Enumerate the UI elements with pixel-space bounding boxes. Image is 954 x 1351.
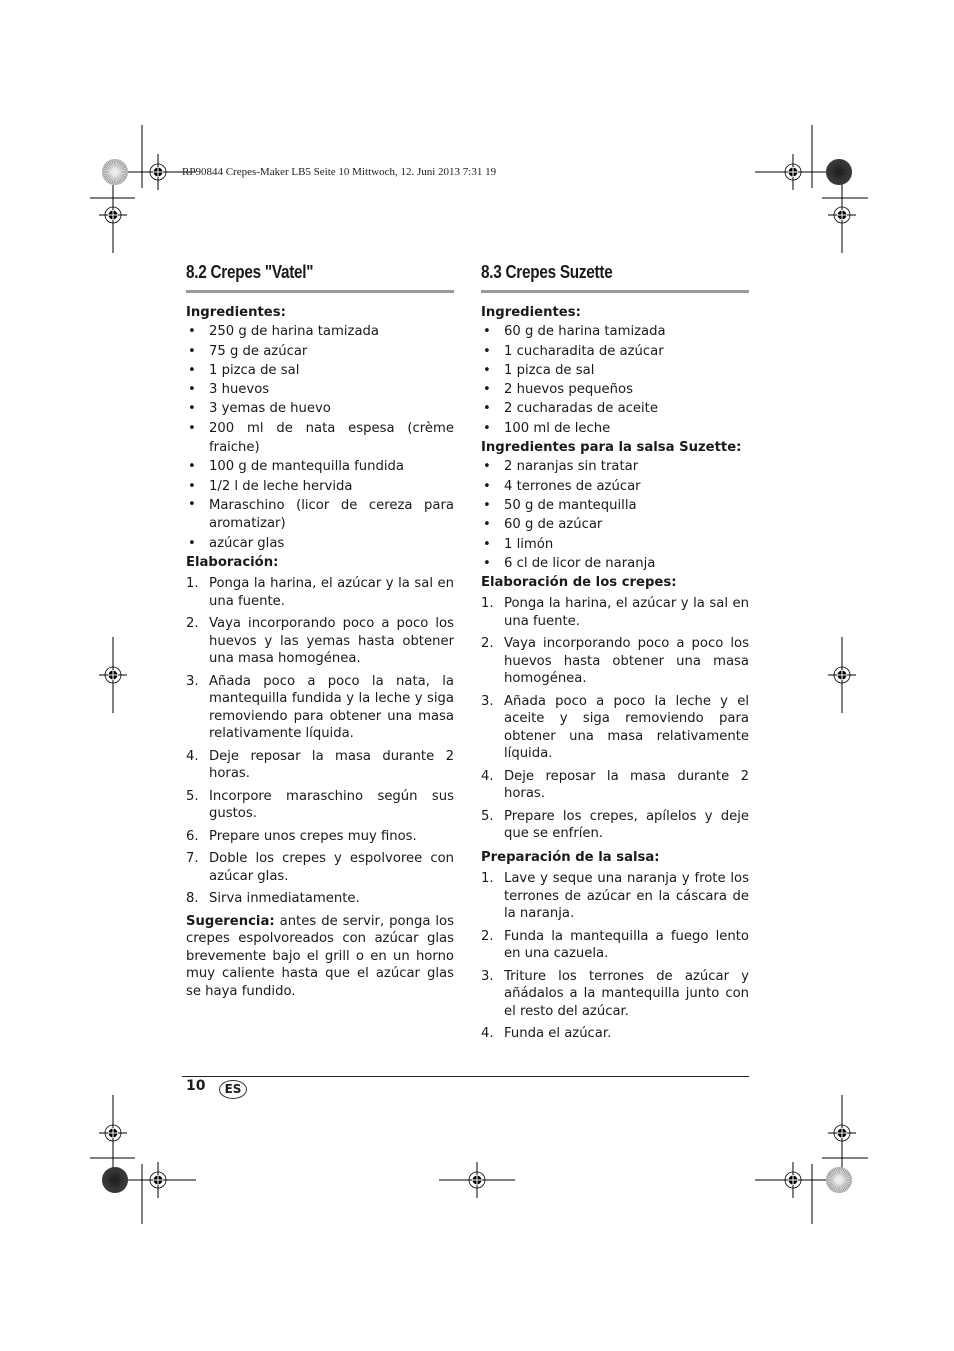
- step-number: 3.: [481, 693, 494, 709]
- bullet-icon: •: [483, 555, 491, 571]
- subheading: Preparación de la salsa:: [481, 849, 660, 865]
- step-number: 4.: [481, 1026, 494, 1042]
- list-item: [186, 496, 454, 534]
- bullet-icon: •: [483, 420, 491, 436]
- print-slug: RP90844 Crepes-Maker LB5 Seite 10 Mittwoch, 12. Juni 2013 7:31 19: [182, 166, 497, 178]
- step-number: 2.: [481, 636, 494, 652]
- list-item-text: 2 naranjas sin tratar: [504, 459, 639, 475]
- step-text: Triture los terrones de azúcar y añádalos a la mantequilla junto con el resto del azúcar.: [504, 968, 749, 1019]
- numbered-list: [481, 870, 749, 1043]
- list-item-text: 75 g de azúcar: [209, 343, 308, 359]
- step-item: [481, 768, 749, 803]
- step-number: 7.: [186, 851, 199, 867]
- step-text: Funda la mantequilla a fuego lento en una cazuela.: [504, 928, 749, 962]
- list-item: [481, 399, 749, 418]
- step-item: [481, 1025, 749, 1043]
- bullet-icon: •: [483, 382, 491, 398]
- list-item-text: 100 ml de leche: [504, 420, 611, 436]
- list-item: [481, 457, 749, 476]
- list-item: [481, 361, 749, 380]
- list-item: [186, 457, 454, 476]
- list-item: [481, 554, 749, 573]
- bullet-icon: •: [483, 478, 491, 494]
- step-number: 2.: [481, 928, 494, 944]
- list-item-text: 1/2 l de leche hervida: [209, 478, 353, 494]
- section-title: 8.2 Crepes "Vatel": [186, 262, 314, 282]
- bullet-icon: •: [188, 459, 196, 475]
- list-item-text: 1 cucharadita de azúcar: [504, 343, 664, 359]
- bullet-icon: •: [483, 536, 491, 552]
- step-item: [481, 635, 749, 688]
- list-item: [186, 419, 454, 458]
- subheading: Ingredientes:: [481, 305, 581, 320]
- bullet-list: [481, 457, 749, 573]
- step-text: Ponga la harina, el azúcar y la sal en una fuente.: [504, 596, 749, 629]
- list-item: [481, 496, 749, 515]
- list-item: [481, 535, 749, 554]
- step-item: [481, 808, 749, 843]
- tip-text: antes de servir, ponga los crepes espolvoreados con azúcar glas brevemente bajo el grill o en un horno muy caliente hasta que el azúcar glas se haya fundido.: [186, 913, 454, 999]
- bullet-list: [186, 322, 454, 553]
- step-text: Vaya incorporando poco a poco los huevos hasta obtener una masa homogénea.: [504, 636, 749, 687]
- list-item-text: 2 cucharadas de aceite: [504, 401, 658, 417]
- step-text: Lave y seque una naranja y frote los terrones de azúcar en la cáscara de la naranja.: [504, 871, 749, 922]
- step-item: [481, 693, 749, 763]
- step-number: 6.: [186, 828, 199, 844]
- list-item-text: 200 ml de nata espesa (crème fraiche): [209, 420, 454, 456]
- bullet-icon: •: [483, 324, 491, 340]
- step-number: 8.: [186, 891, 199, 907]
- bullet-icon: •: [188, 382, 196, 398]
- bullet-icon: •: [188, 535, 196, 551]
- list-item: [186, 342, 454, 361]
- step-text: Incorpore maraschino según sus gustos.: [209, 788, 454, 822]
- list-item-text: 1 pizca de sal: [504, 362, 595, 378]
- step-number: 3.: [481, 968, 494, 984]
- subheading: Ingredientes para la salsa Suzette:: [481, 440, 742, 456]
- step-item: [186, 788, 454, 823]
- section-content: [186, 303, 454, 1000]
- list-item: [481, 322, 749, 341]
- section-title: 8.3 Crepes Suzette: [481, 262, 613, 282]
- step-text: Añada poco a poco la nata, la mantequilla fundida y la leche y siga removiendo para obtener una masa relativamente líquida.: [209, 673, 454, 742]
- step-number: 5.: [186, 788, 199, 804]
- section-content: [481, 303, 749, 1043]
- step-item: [186, 748, 454, 783]
- list-item: [186, 361, 454, 380]
- step-item: [481, 928, 749, 963]
- step-item: [186, 890, 454, 908]
- bullet-icon: •: [483, 343, 491, 359]
- bullet-icon: •: [188, 362, 196, 378]
- list-item: [481, 342, 749, 361]
- step-number: 5.: [481, 808, 494, 824]
- step-text: Añada poco a poco la leche y el aceite y siga removiendo para obtener una masa relativamente líquida.: [504, 693, 749, 762]
- footer-rule: [182, 1076, 749, 1077]
- subheading: Ingredientes:: [186, 305, 286, 320]
- section-crepes-suzette: [481, 262, 749, 1048]
- list-item-text: 3 yemas de huevo: [209, 401, 331, 417]
- step-item: [186, 828, 454, 846]
- bullet-icon: •: [188, 420, 196, 436]
- bullet-icon: •: [483, 362, 491, 378]
- list-item-text: 2 huevos pequeños: [504, 382, 633, 398]
- step-number: 2.: [186, 616, 199, 632]
- list-item-text: 4 terrones de azúcar: [504, 478, 641, 494]
- bullet-list: [481, 322, 749, 438]
- step-text: Sirva inmediatamente.: [209, 891, 360, 907]
- bullet-icon: •: [188, 478, 196, 494]
- list-item: [186, 477, 454, 496]
- step-text: Doble los crepes y espolvoree con azúcar glas.: [209, 851, 454, 884]
- list-item: [186, 380, 454, 399]
- bullet-icon: •: [483, 497, 491, 513]
- step-item: [186, 850, 454, 885]
- step-item: [481, 870, 749, 923]
- step-text: Deje reposar la masa durante 2 horas.: [209, 748, 454, 782]
- list-item-text: 250 g de harina tamizada: [209, 324, 379, 340]
- language-badge: ES: [219, 1080, 247, 1099]
- step-number: 1.: [481, 596, 494, 612]
- bullet-icon: •: [483, 401, 491, 417]
- bullet-icon: •: [483, 517, 491, 533]
- step-number: 4.: [481, 768, 494, 784]
- list-item: [186, 322, 454, 341]
- numbered-list: [481, 595, 749, 843]
- subheading: Elaboración de los crepes:: [481, 575, 677, 591]
- list-item-text: 3 huevos: [209, 382, 270, 398]
- list-item: [481, 419, 749, 438]
- title-rule: [186, 290, 454, 293]
- list-item-text: 60 g de harina tamizada: [504, 324, 666, 340]
- list-item-text: 50 g de mantequilla: [504, 497, 637, 513]
- step-text: Deje reposar la masa durante 2 horas.: [504, 768, 749, 802]
- list-item-text: 60 g de azúcar: [504, 517, 603, 533]
- step-text: Vaya incorporando poco a poco los huevos y las yemas hasta obtener una masa homogénea.: [209, 616, 454, 667]
- list-item: [481, 477, 749, 496]
- list-item-text: 1 limón: [504, 536, 554, 552]
- list-item-text: Maraschino (licor de cereza para aromatizar): [209, 497, 454, 531]
- subheading: Elaboración:: [186, 554, 279, 570]
- tip-label: Sugerencia:: [186, 913, 275, 929]
- step-item: [186, 575, 454, 610]
- list-item-text: 100 g de mantequilla fundida: [209, 459, 405, 475]
- list-item-text: 6 cl de licor de naranja: [504, 555, 656, 571]
- numbered-list: [186, 575, 454, 908]
- bullet-icon: •: [188, 324, 196, 340]
- bullet-icon: •: [188, 401, 196, 417]
- step-text: Prepare los crepes, apílelos y deje que se enfríen.: [504, 808, 749, 842]
- step-number: 1.: [481, 871, 494, 887]
- step-item: [186, 673, 454, 743]
- bullet-icon: •: [188, 496, 196, 512]
- step-text: Funda el azúcar.: [504, 1026, 612, 1042]
- list-item: [186, 534, 454, 553]
- step-number: 4.: [186, 748, 199, 764]
- list-item-text: 1 pizca de sal: [209, 362, 300, 378]
- step-text: Ponga la harina, el azúcar y la sal en una fuente.: [209, 576, 454, 609]
- bullet-icon: •: [483, 459, 491, 475]
- section-crepes-vatel: [186, 262, 454, 1000]
- list-item: [481, 380, 749, 399]
- step-item: [481, 968, 749, 1021]
- tip-paragraph: [186, 913, 454, 1001]
- list-item: [186, 399, 454, 418]
- step-text: Prepare unos crepes muy finos.: [209, 828, 417, 844]
- step-item: [481, 595, 749, 630]
- list-item: [481, 515, 749, 534]
- step-number: 1.: [186, 576, 199, 592]
- page-number: 10: [186, 1078, 206, 1094]
- title-rule: [481, 290, 749, 293]
- step-item: [186, 615, 454, 668]
- list-item-text: azúcar glas: [209, 535, 285, 551]
- bullet-icon: •: [188, 343, 196, 359]
- step-number: 3.: [186, 673, 199, 689]
